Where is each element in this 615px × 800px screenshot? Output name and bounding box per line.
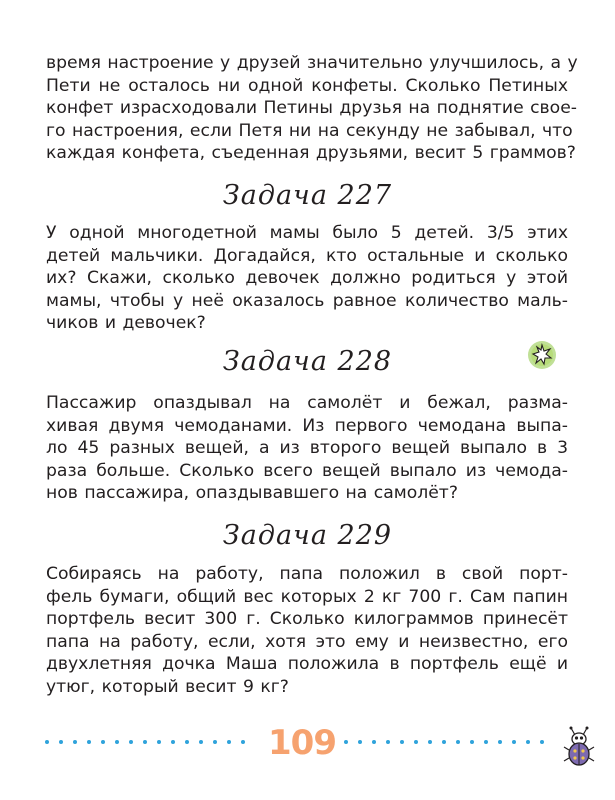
dot [59, 740, 63, 744]
dot [227, 740, 231, 744]
text-line: Пети не осталось ни одной конфеты. Сколько Петиных [46, 75, 568, 96]
page-footer [0, 720, 615, 770]
dot [470, 740, 474, 744]
text-line: мамы, чтобы у неё оказалось равное количество маль- [46, 290, 568, 311]
text-line: го настроения, если Петя ни на секунду не забывал, что [46, 120, 573, 141]
text-line: их? Скажи, сколько девочек должно родиться у этой [46, 268, 568, 289]
dot [512, 740, 516, 744]
dot [199, 740, 203, 744]
dot [45, 740, 49, 744]
text-line: время настроение у друзей значительно улучшилось, а у [46, 53, 578, 73]
dot [526, 740, 530, 744]
task-228-text [46, 392, 568, 505]
dotted-rule-right [344, 740, 554, 746]
text-line: папа на работу, если, хотя это ему и неизвестно, его [46, 631, 568, 652]
text-line: раза больше. Сколько всего вещей выпало из чемода- [46, 460, 568, 481]
text-line: Собираясь на работу, папа положил в свой порт- [46, 564, 568, 584]
task-229-text [46, 563, 568, 699]
task-227-text [46, 222, 568, 335]
text-line: ло 45 разных вещей, а из второго вещей выпало в 3 [46, 438, 568, 459]
dot [129, 740, 133, 744]
paragraph-intro [46, 52, 578, 165]
task-heading-228: Задача 228 [222, 346, 393, 377]
dot [484, 740, 488, 744]
dot [241, 740, 245, 744]
dot [428, 740, 432, 744]
dot [414, 740, 418, 744]
dot [185, 740, 189, 744]
text-line: нов пассажира, опаздывавшего на самолёт? [46, 483, 458, 504]
task-heading-227: Задача 227 [222, 180, 393, 211]
text-line: портфель весит 300 г. Сколько килограммов принесёт [46, 609, 568, 630]
dot [358, 740, 362, 744]
dot [498, 740, 502, 744]
text-line: фель бумаги, общий вес которых 2 кг 700 г. Сам папин [46, 586, 568, 607]
text-line: каждая конфета, съеденная друзьями, весит 5 граммов? [46, 143, 576, 164]
text-line: чиков и девочек? [46, 313, 206, 334]
text-line: конфет израсходовали Петины друзья на поднятие свое- [46, 98, 577, 119]
dot [101, 740, 105, 744]
dot [143, 740, 147, 744]
dot [157, 740, 161, 744]
text-line: детей мальчики. Догадайся, кто остальные и сколько [46, 245, 568, 266]
text-line: Пассажир опаздывал на самолёт и бежал, разма- [46, 393, 568, 413]
dot [442, 740, 446, 744]
text-line: хивая двумя чемоданами. Из первого чемодана выпа- [46, 415, 568, 436]
text-line: У одной многодетной мамы было 5 детей. 3/5 этих [46, 223, 568, 243]
text-line: утюг, который весит 9 кг? [46, 676, 289, 697]
dot [73, 740, 77, 744]
dot [540, 740, 544, 744]
task-heading-229: Задача 229 [222, 520, 393, 551]
dot [372, 740, 376, 744]
page-number: 109 [268, 723, 336, 763]
text-line: двухлетняя дочка Маша положила в портфель ещё и [46, 654, 568, 675]
dot [386, 740, 390, 744]
dot [115, 740, 119, 744]
dot [344, 740, 348, 744]
dot [171, 740, 175, 744]
dot [400, 740, 404, 744]
dot [213, 740, 217, 744]
dot [456, 740, 460, 744]
bug-mascot-icon [562, 726, 596, 768]
star-burst-badge-icon [527, 340, 557, 370]
dot [87, 740, 91, 744]
dotted-rule-left [45, 740, 255, 746]
